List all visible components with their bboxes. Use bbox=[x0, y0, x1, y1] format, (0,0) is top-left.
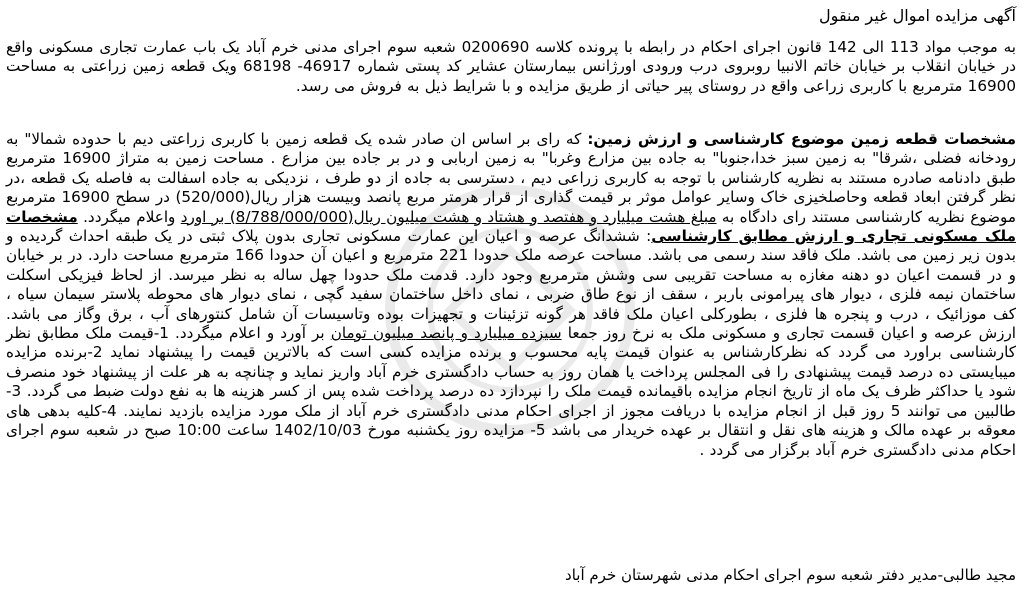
land-value: مبلغ هشت میلیارد و هفتصد و هشتاد و هشت میلیون ریال(8/788/000/000) بر اورد bbox=[180, 207, 717, 226]
notice-title: آگهی مزایده اموال غیر منقول bbox=[819, 6, 1016, 25]
property-heading-text: مشخصات ملک مسکونی تجاری و ارزش مطابق کارشناسی bbox=[6, 207, 1016, 246]
land-heading: مشخصات قطعه زمین موضوع کارشناسی و ارزش زمین: bbox=[587, 130, 1017, 148]
signature-line: مجید طالبی-مدیر دفتر شعبه سوم اجرای احکام مدنی شهرستان خرم آباد bbox=[565, 566, 1016, 584]
details-paragraph bbox=[6, 130, 1016, 460]
property-description: : ششدانگ عرصه و اعیان این عمارت مسکونی تجاری بدون پلاک ثبتی در یک طبقه احداث گردیده و بدون زیر زمین می باشد. ملک فاقد سند رسمی می باشد. مساحت عرصه ملک حدودا 221 مترمربع و اعیان آن حدودا 166 مترمربع مساحت دارد. در بر خیابان و در قسمت اعیان دو دهنه مغازه به مساحت تقریبی سی وشش مترمربع وجود دارد. قدمت ملک حدودا چهل ساله به نظر میرسد. از لحاظ فیزیکی اسکلت ساختمان نیمه فلزی ، دیوار های پیرامونی باربر ، سقف از نوع طاق ضربی ، نمای داخل ساختمان سفید گچی ، نمای دیوار های محوطه پلاستر سیمان سیاه ، کف موزائیک ، درب و پنجره ها فلزی ، بطورکلی اعیان ملک فاقد هر گونه تزئینات و تجهیزات بوده وتاسیسات آن شامل کنتورهای آب ، برق وگاز می باشد. ارزش عرصه و اعیان قسمت تجاری و مسکونی ملک به نرخ روز جمعا bbox=[6, 227, 1016, 343]
land-description: که رای بر اساس ان صادر شده یک قطعه زمین با کاربری زراعتی دیم با حدوده شمالا" به رودخانه فضلی ،شرقا" به زمین سبز خدا،جنوبا" به جاده بین مزارع وغربا" به زمین اربابی و در بر جاده بین مزارع . مساحت زمین به متراژ 16900 مترمربع طبق دادنامه صادره مستند به نظریه کارشناس با توجه به کاربری زراعی دیم ، دسترسی به جاده از دو طرف ، نزدیکی به جاده اسفالت به فاصله یک قطعه ،در نظر گرفتن ابعاد قطعه وحاصلخیزی خاک وسایر عوامل موثر بر قیمت گذاری از قرار هرمتر مربع پانصد وبیست هزار ریال(520/000) در سطح 16900 مترمربع موضوع نظریه کارشناسی مستند رای دادگاه به bbox=[6, 130, 1017, 226]
auction-terms: بر آورد و اعلام میگردد. 1-قیمت ملک مطابق نظر کارشناسی براورد می گردد که نظرکارشناس به عنوان قیمت پایه محسوب و برنده مزایده کسی است که بالاترین قیمت را پیشنهاد نماید 2-برنده مزایده میبایستی ده درصد قیمت پیشنهادی را فی المجلس پرداخت یا همان روز به حساب دادگستری خرم آباد واریز نماید و چنانچه به هر علت از پیشنهاد خود منصرف شود یا حداکثر ظرف یک ماه از تاریخ انجام مزایده باقیمانده قیمت ملک را نپردازد ده درصد پرداخت شده پس از کسر هزینه ها به نفع دولت ضبط می گردد. 3- طالبین می توانند 5 روز قبل از انجام مزایده با دریافت مجوز از اجرای احکام مدنی دادگستری خرم آباد از ملک مورد مزایده بازدید نمایند. 4-کلیه بدهی های معوقه بر عهده مالک و هزینه های نقل و انتقال بر عهده خریدار می باشد 5- مزایده روز یکشنبه مورخ 1402/10/03 ساعت 10:00 صبح در شعبه سوم اجرای احکام مدنی دادگستری خرم آباد برگزار می گردد . bbox=[6, 324, 1017, 459]
land-closing: واعلام میگردد. bbox=[77, 207, 181, 226]
property-value: سیزده میلیارد و پانصد میلیون تومان bbox=[330, 324, 562, 343]
intro-paragraph: به موجب مواد 113 الی 142 قانون اجرای احکام در رابطه با پرونده کلاسه 0200690 شعبه سوم اجرای مدنی خرم آباد یک باب عمارت تجاری مسکونی واقع در خیابان انقلاب بر خیابان خاتم الانبیا روبروی درب ورودی اورژانس بیمارستان عشایر کد پستی شماره 46917- 68198 ویک قطعه زمین زراعتی به مساحت 16900 مترمربع با کاربری زراعی واقع در روستای پیر حیاتی از طریق مزایده و با شرایط ذیل به فروش می رسد. bbox=[6, 38, 1017, 95]
